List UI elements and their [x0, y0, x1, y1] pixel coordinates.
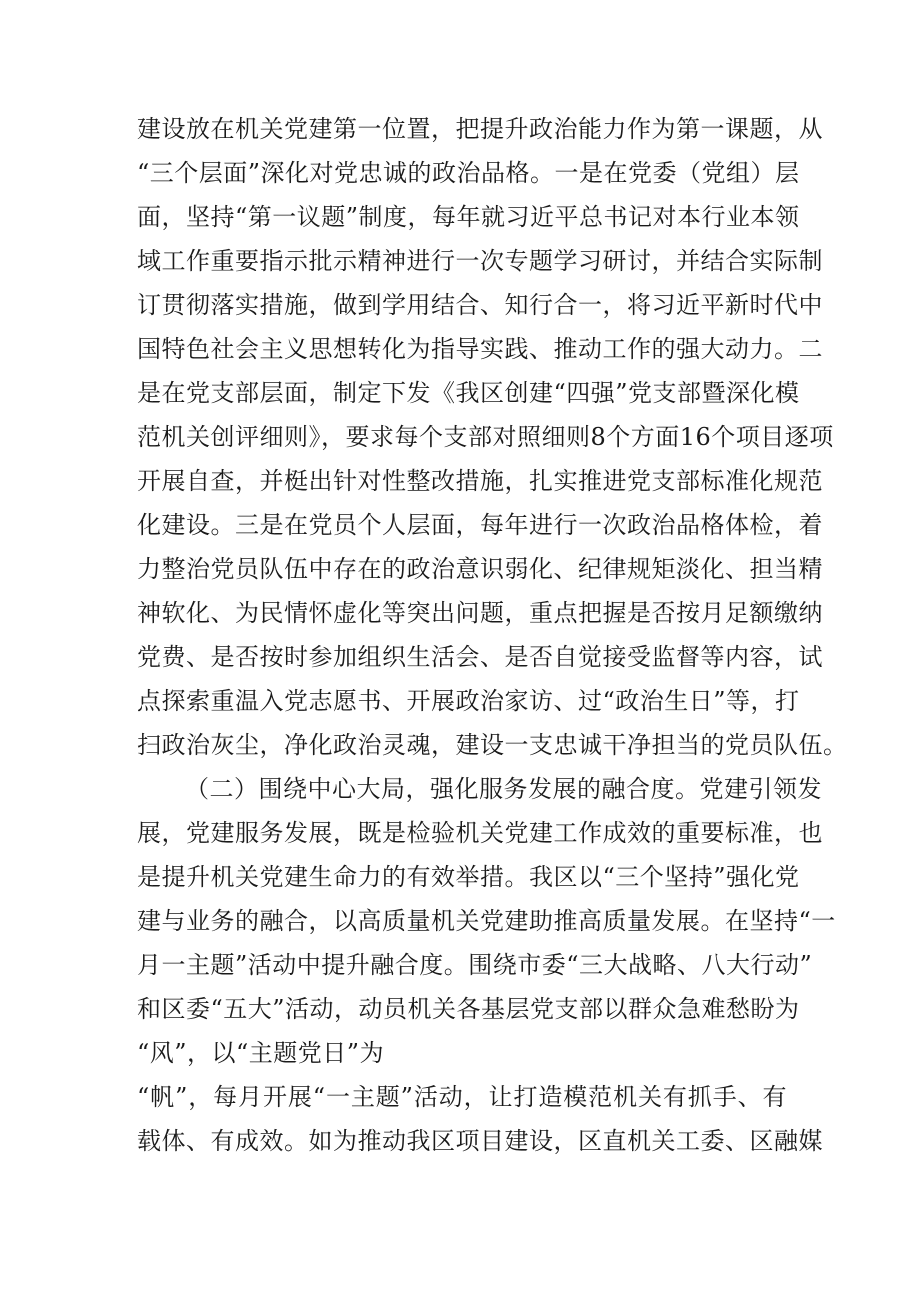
text-line: 点探索重温入党志愿书、开展政治家访、过“政治生日”等，打: [137, 687, 800, 715]
text-line: 域工作重要指示批示精神进行一次专题学习研讨，并结合实际制: [137, 247, 823, 275]
text-line: 化建设。三是在党员个人层面，每年进行一次政治品格体检，着: [137, 511, 823, 539]
text-line: “风”，以“主题党日”为: [137, 1039, 385, 1067]
text-line: 力整治党员队伍中存在的政治意识弱化、纪律规矩淡化、担当精: [137, 555, 823, 583]
text-line: 扫政治灰尘，净化政治灵魂，建设一支忠诚干净担当的党员队伍。: [137, 731, 848, 759]
text-line: 神软化、为民情怀虚化等突出问题，重点把握是否按月足额缴纳: [137, 599, 823, 627]
text-line: 载体、有成效。如为推动我区项目建设，区直机关工委、区融媒: [137, 1127, 823, 1155]
text-line: “三个层面”深化对党忠诚的政治品格。一是在党委（党组）层: [137, 159, 800, 187]
text-line: 订贯彻落实措施，做到学用结合、知行合一，将习近平新时代中: [137, 291, 823, 319]
text-line: 范机关创评细则》，要求每个支部对照细则8个方面16个项目逐项: [137, 423, 834, 451]
text-line: 月一主题”活动中提升融合度。围绕市委“三大战略、八大行动”: [137, 951, 813, 979]
section-heading-line: （二）围绕中心大局，强化服务发展的融合度。党建引领发: [185, 775, 822, 803]
text-line: 国特色社会主义思想转化为指导实践、推动工作的强大动力。二: [137, 335, 823, 363]
text-line: 和区委“五大”活动，动员机关各基层党支部以群众急难愁盼为: [137, 995, 800, 1023]
text-line: 是在党支部层面，制定下发《我区创建“四强”党支部暨深化模: [137, 379, 800, 407]
text-line: 是提升机关党建生命力的有效举措。我区以“三个坚持”强化党: [137, 863, 800, 891]
text-line: 建设放在机关党建第一位置，把提升政治能力作为第一课题，从: [137, 115, 823, 143]
text-line: 建与业务的融合，以高质量机关党建助推高质量发展。在坚持“一: [137, 907, 836, 935]
text-line: 开展自查，并梃出针对性整改措施，扎实推进党支部标准化规范: [137, 467, 823, 495]
text-line: 展，党建服务发展，既是检验机关党建工作成效的重要标准，也: [137, 819, 823, 847]
text-line: 面，坚持“第一议题”制度，每年就习近平总书记对本行业本领: [137, 203, 800, 231]
text-line: 党费、是否按时参加组织生活会、是否自觉接受监督等内容，试: [137, 643, 823, 671]
text-line: “帆”，每月开展“一主题”活动，让打造模范机关有抓手、有: [137, 1083, 787, 1111]
